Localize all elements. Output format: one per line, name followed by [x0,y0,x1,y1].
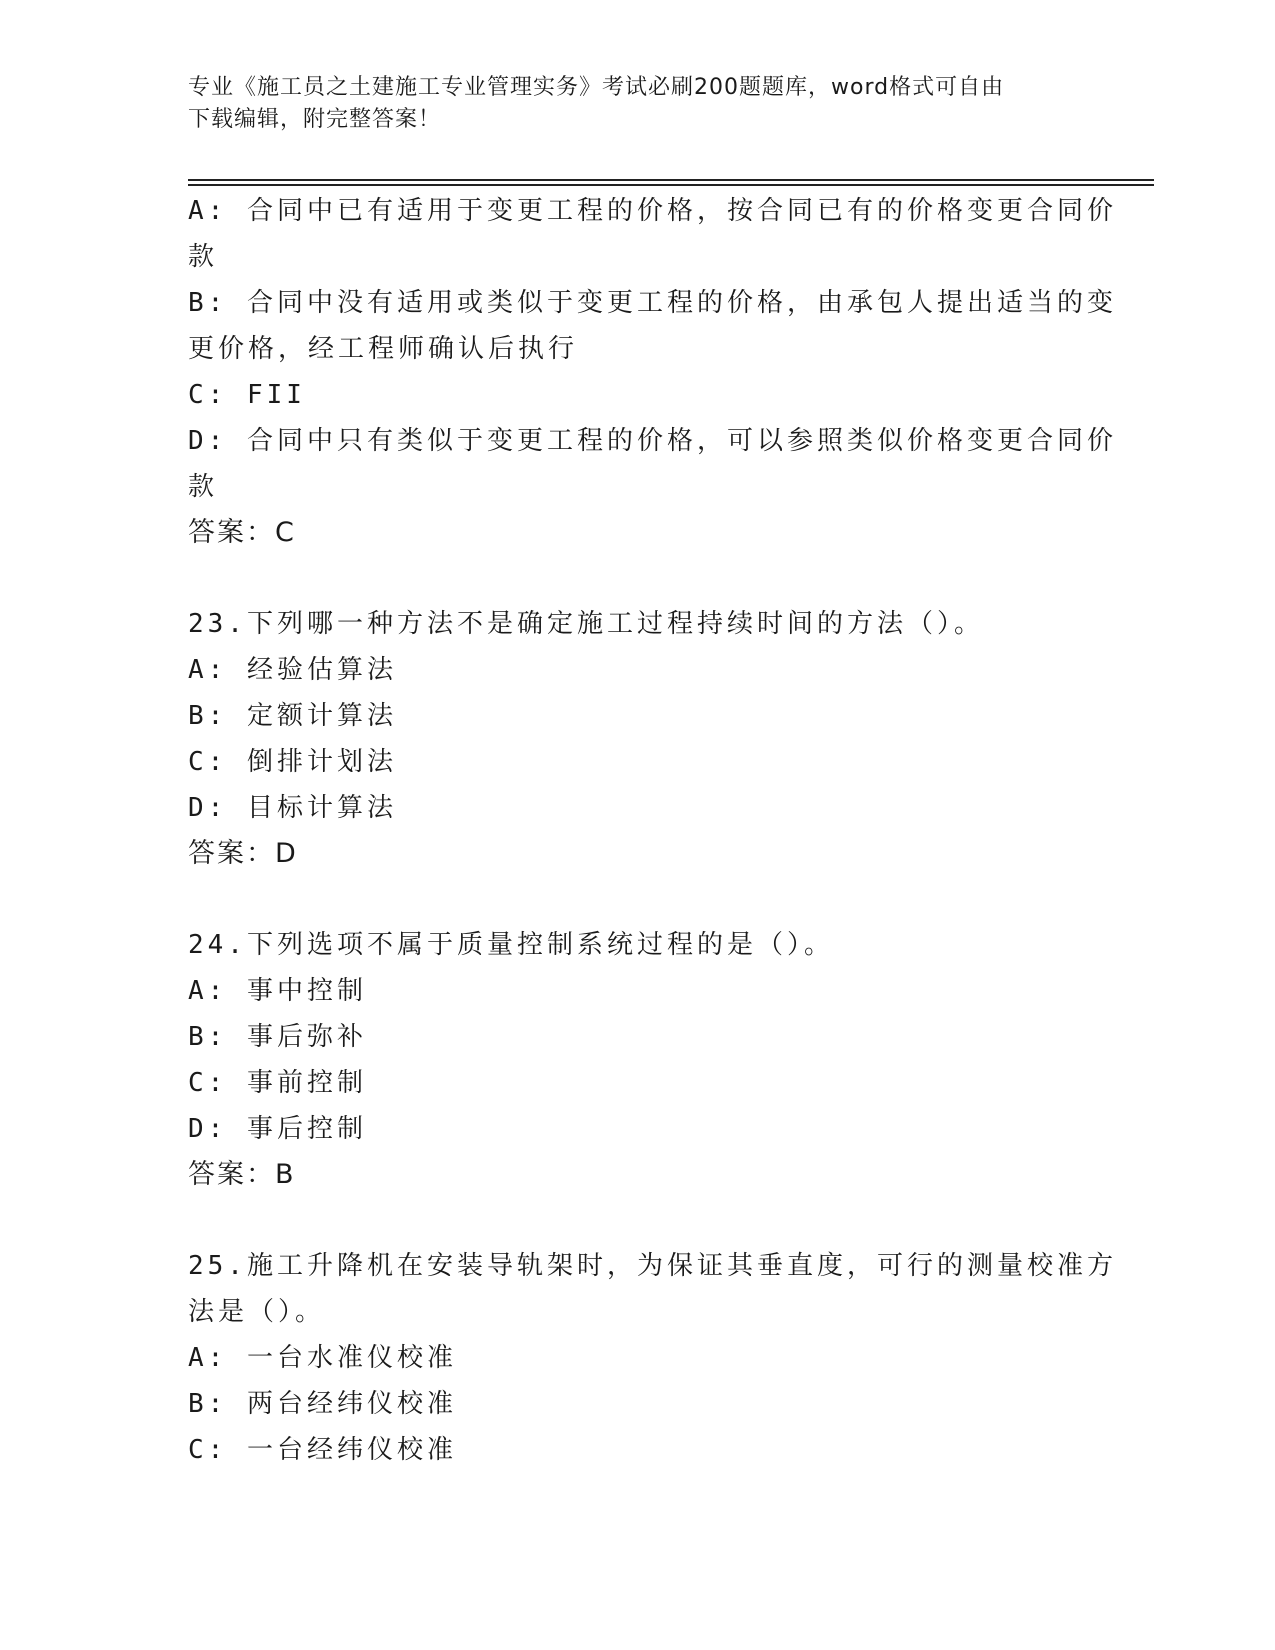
option-b: B: 两台经纬仪校准 [188,1389,457,1419]
document-header [188,72,1078,136]
option-a: A: 事中控制 [188,976,367,1006]
option-b-line-2: 更价格，经工程师确认后执行 [188,334,579,364]
option-b: B: 定额计算法 [188,701,397,731]
question-text-line-1: 25.施工升降机在安装导轨架时，为保证其垂直度，可行的测量校准方 [188,1251,1117,1281]
question-22-block [188,188,1117,556]
option-c: C: 倒排计划法 [188,747,397,777]
spacer [188,1198,1088,1243]
option-d: D: 事后控制 [188,1114,367,1144]
option-d-line-2: 款 [188,472,219,502]
option-c: C: FII [188,380,306,410]
option-a: A: 一台水准仪校准 [188,1343,457,1373]
header-divider-bottom [188,184,1154,186]
question-text-line-2: 法是（）。 [188,1297,326,1327]
option-d-line-1: D: 合同中只有类似于变更工程的价格，可以参照类似价格变更合同价 [188,426,1117,456]
option-a: A: 经验估算法 [188,655,397,685]
option-b-line-1: B: 合同中没有适用或类似于变更工程的价格，由承包人提出适当的变 [188,288,1117,318]
answer: 答案：B [188,1159,296,1190]
option-d: D: 目标计算法 [188,793,397,823]
question-25-block [188,1243,1117,1473]
option-c: C: 事前控制 [188,1068,367,1098]
question-23-block [188,601,1088,877]
question-text: 24.下列选项不属于质量控制系统过程的是（）。 [188,930,834,960]
spacer [188,556,1088,601]
questions-content [188,188,1117,1473]
answer: 答案：D [188,838,298,869]
header-line-2: 下载编辑，附完整答案！ [188,107,442,132]
option-c: C: 一台经纬仪校准 [188,1435,457,1465]
option-a-line-2: 款 [188,242,219,272]
question-24-block [188,922,1088,1198]
question-text: 23.下列哪一种方法不是确定施工过程持续时间的方法（）。 [188,609,984,639]
answer: 答案：C [188,517,296,548]
spacer [188,877,1088,922]
option-b: B: 事后弥补 [188,1022,367,1052]
option-a-line-1: A: 合同中已有适用于变更工程的价格，按合同已有的价格变更合同价 [188,196,1117,226]
header-divider-top [188,179,1154,181]
header-line-1: 专业《施工员之土建施工专业管理实务》考试必刷200题题库，word格式可自由 [188,75,1005,100]
